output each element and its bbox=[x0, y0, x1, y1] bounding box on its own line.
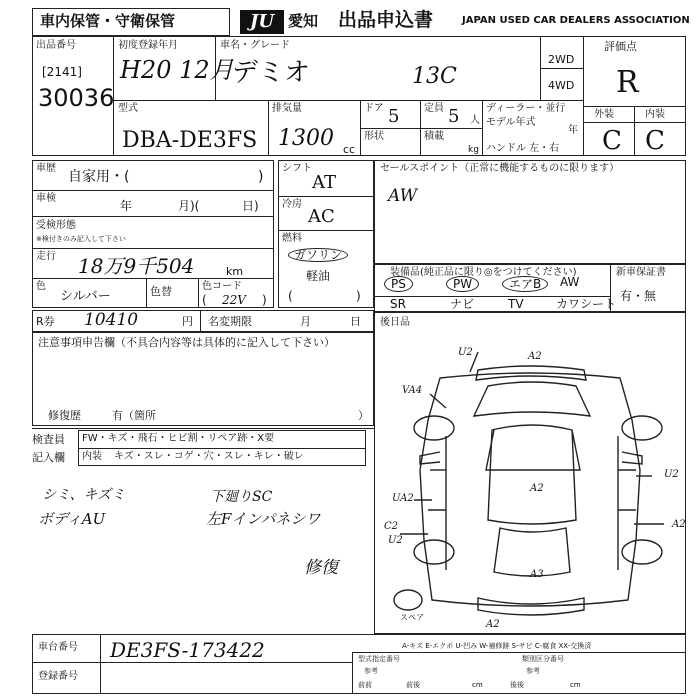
sales-point-value: AW bbox=[388, 186, 418, 206]
doors-label: ドア bbox=[364, 103, 384, 114]
equipment-label: 装備品(純正品に限り◎をつけてください) bbox=[390, 267, 577, 278]
fuel-gasoline: ガソリン bbox=[288, 248, 348, 262]
damage-mark: VA4 bbox=[402, 385, 423, 396]
repair-history-close: ） bbox=[358, 409, 369, 422]
inspector-entry-label: 記入欄 bbox=[32, 451, 65, 464]
first-registration-label: 初度登録年月 bbox=[118, 40, 178, 51]
damage-mark: C2 bbox=[384, 521, 399, 532]
model-year-label: モデル年式 bbox=[486, 117, 536, 128]
mileage-unit: km bbox=[226, 265, 244, 278]
chassis-label: 車台番号 bbox=[38, 642, 78, 653]
ac-value: AC bbox=[308, 206, 335, 227]
recycle-label: R券 bbox=[36, 315, 55, 328]
chassis-value: DE3FS-173422 bbox=[110, 638, 265, 662]
after-item-label: 後日品 bbox=[380, 317, 410, 328]
lot-number: 30036 bbox=[38, 84, 115, 112]
damage-legend: A-キズ E-エクボ U-凹み W-補修跡 S-サビ C-腐食 XX-交換済 bbox=[402, 642, 592, 650]
remark-4: 左Fインパネシワ bbox=[206, 510, 321, 528]
name-change-day: 日 bbox=[350, 315, 361, 328]
body-shape-label: 形状 bbox=[364, 131, 384, 142]
exterior-label: 外装 bbox=[594, 109, 614, 120]
fuel-diesel: 軽油 bbox=[306, 269, 331, 283]
ac-label: 冷房 bbox=[282, 199, 302, 210]
equipment-top-item-1: PW bbox=[446, 276, 479, 292]
fuel-paren-open: ( bbox=[288, 289, 293, 303]
damage-mark: A2 bbox=[530, 483, 544, 494]
equipment-bottom-item-0: SR bbox=[390, 297, 406, 311]
model-code-value: DBA-DE3FS bbox=[122, 128, 258, 153]
front-front-label: 前前 bbox=[358, 681, 372, 689]
capacity-unit: 人 bbox=[470, 115, 480, 126]
first-registration-value: H20 12月 bbox=[120, 56, 234, 84]
damage-mark: U2 bbox=[388, 535, 403, 546]
repair-history-label: 修復歴 bbox=[48, 409, 81, 422]
inspector-line1: FW・キズ・飛石・ヒビ割・リペア跡・X要 bbox=[82, 433, 275, 444]
inspection-day-unit: 日) bbox=[242, 199, 259, 213]
damage-mark: A2 bbox=[528, 351, 542, 362]
load-label: 積載 bbox=[424, 131, 444, 142]
interior-label: 内装 bbox=[645, 109, 665, 120]
equipment-top-item-2: エアB bbox=[502, 276, 548, 292]
color-code-value: 22V bbox=[222, 293, 246, 307]
type-designation-label: 型式指定番号 bbox=[358, 655, 400, 663]
doors-value: 5 bbox=[388, 106, 400, 127]
color-value: シルバー bbox=[60, 289, 111, 304]
exterior-grade: C bbox=[602, 126, 622, 156]
dealer-label: ディーラー・並行 bbox=[486, 103, 566, 114]
inspection-status-label: 受検形態 bbox=[36, 220, 76, 231]
load-unit: kg bbox=[468, 145, 479, 155]
score-label: 評価点 bbox=[604, 40, 637, 53]
remark-5: 修復 bbox=[304, 558, 338, 578]
interior-grade: C bbox=[645, 126, 665, 156]
spare-label: スペア bbox=[400, 613, 424, 622]
steering-label: ハンドル 左・右 bbox=[486, 143, 560, 154]
drive-2wd: 2WD bbox=[548, 53, 575, 66]
damage-mark: UA2 bbox=[392, 493, 414, 504]
cm-unit-1: cm bbox=[472, 681, 483, 689]
damage-mark: A2 bbox=[486, 619, 500, 630]
inspection-label: 車検 bbox=[36, 193, 56, 204]
org-name: 愛知 bbox=[288, 12, 319, 30]
repair-history-value: 有（箇所 bbox=[112, 409, 156, 422]
lot-number-small: [2141] bbox=[42, 65, 82, 79]
inspector-line2: キズ・スレ・コゲ・穴・スレ・キレ・破レ bbox=[114, 451, 304, 462]
history-value: 自家用・( bbox=[68, 169, 130, 185]
front-rear-label: 前後 bbox=[406, 681, 420, 689]
notes-label: 注意事項申告欄（不具合内容等は具体的に記入して下さい） bbox=[38, 336, 335, 349]
color-code-close: ) bbox=[262, 293, 267, 307]
shift-value: AT bbox=[312, 172, 337, 193]
remark-3: 下廻りSC bbox=[210, 489, 273, 505]
history-close: ) bbox=[258, 169, 264, 185]
name-change-label: 名変期限 bbox=[208, 315, 252, 328]
damage-mark: A2 bbox=[672, 519, 686, 530]
color-code-open: ( bbox=[202, 293, 207, 307]
displacement-label: 排気量 bbox=[272, 103, 302, 114]
inspection-month-unit: 月)( bbox=[178, 199, 200, 213]
mileage-label: 走行 bbox=[36, 251, 56, 262]
car-name-label: 車名・グレード bbox=[220, 40, 290, 51]
inspector-line2-prefix: 内装 bbox=[82, 451, 102, 462]
ju-logo: JU bbox=[240, 10, 284, 34]
recycle-unit: 円 bbox=[182, 315, 193, 328]
displacement-value: 1300 bbox=[278, 126, 334, 151]
model-year-unit: 年 bbox=[568, 125, 578, 136]
equipment-bottom-item-1: ナビ bbox=[450, 297, 475, 311]
name-change-month: 月 bbox=[300, 315, 311, 328]
car-name-value: デミオ bbox=[232, 58, 311, 88]
mileage-value: 18万9千504 bbox=[78, 254, 195, 278]
cm-unit-2: cm bbox=[570, 681, 581, 689]
history-label: 車歴 bbox=[36, 163, 56, 174]
damage-mark: U2 bbox=[664, 469, 679, 480]
model-code-label: 型式 bbox=[118, 103, 138, 114]
inspection-status-note: ※検付きのみ記入して下さい bbox=[36, 235, 126, 243]
sales-point-label: セールスポイント（正常に機能するものに限ります） bbox=[380, 163, 620, 174]
car-grade-value: 13C bbox=[412, 64, 457, 89]
equipment-top-item-3: AW bbox=[560, 275, 580, 289]
storage-title: 車内保管・守衛保管 bbox=[40, 12, 176, 30]
reference-label-2: 参考 bbox=[526, 667, 540, 675]
damage-mark: A3 bbox=[530, 569, 544, 580]
registration-label: 登録番号 bbox=[38, 671, 78, 682]
color-label: 色 bbox=[36, 281, 46, 292]
warranty-label: 新車保証書 bbox=[616, 267, 666, 278]
remark-2: ボディAU bbox=[38, 510, 106, 528]
drive-4wd: 4WD bbox=[548, 79, 575, 92]
damage-mark: U2 bbox=[458, 347, 473, 358]
association-english: JAPAN USED CAR DEALERS ASSOCIATION bbox=[462, 15, 690, 26]
equipment-bottom-item-2: TV bbox=[508, 297, 524, 311]
score-value: R bbox=[616, 65, 639, 100]
remark-1: シミ、キズミ bbox=[42, 487, 126, 503]
equipment-top-item-0: PS bbox=[384, 276, 413, 292]
equipment-bottom-item-3: カワシート bbox=[556, 297, 617, 311]
color-change-label: 色替 bbox=[150, 285, 172, 298]
inspector-label: 検査員 bbox=[32, 433, 65, 446]
category-label: 類別区分番号 bbox=[522, 655, 564, 663]
shift-label: シフト bbox=[282, 163, 312, 174]
lot-number-label: 出品番号 bbox=[36, 40, 76, 51]
capacity-value: 5 bbox=[448, 106, 460, 127]
inspection-year-unit: 年 bbox=[120, 199, 133, 213]
recycle-value: 10410 bbox=[84, 310, 139, 330]
warranty-value: 有・無 bbox=[620, 289, 657, 303]
fuel-label: 燃料 bbox=[282, 233, 302, 244]
capacity-label: 定員 bbox=[424, 103, 444, 114]
rear-rear-label: 後後 bbox=[510, 681, 524, 689]
form-title: 出品申込書 bbox=[338, 9, 434, 31]
displacement-unit: cc bbox=[343, 143, 356, 156]
fuel-paren-close: ) bbox=[356, 289, 361, 303]
reference-label-1: 参考 bbox=[364, 667, 378, 675]
color-code-label: 色コード bbox=[202, 281, 242, 292]
